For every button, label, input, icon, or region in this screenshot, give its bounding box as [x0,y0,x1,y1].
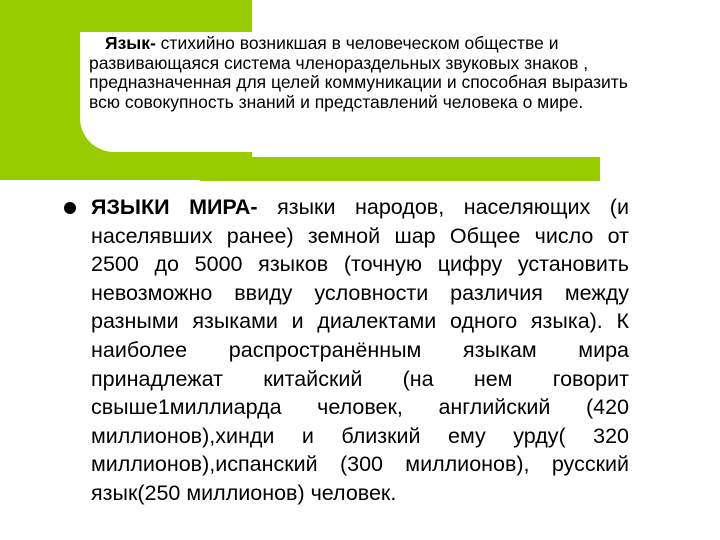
languages-term: ЯЗЫКИ МИРА- [91,195,258,219]
definition-paragraph [89,34,634,112]
languages-body: языки народов, населяющих (и населявших ранее) земной шар Общее число от 2500 до 5000 языков (точную цифру установить невозможно ввиду условности различия между разными языками и диалектами одного языка). К наиболее распространённым языкам мира принадлежат китайский (на нем говорит свыше1миллиарда человек, английский (420 миллионов),хинди и близкий ему урду( 320 миллионов),испанский (300 миллионов), русский язык(250 миллионов) человек. [91,195,629,505]
bullet-icon [64,202,76,214]
accent-bar [200,157,600,181]
definition-term: Язык- [105,33,156,53]
languages-paragraph [91,193,629,508]
definition-body: стихийно возникшая в человеческом обществе и развивающаяся система членораздельных звуковых знаков , предназначенная для целей коммуникации и способная выразить всю совокупность знаний и представлений человека о мире. [89,33,628,112]
